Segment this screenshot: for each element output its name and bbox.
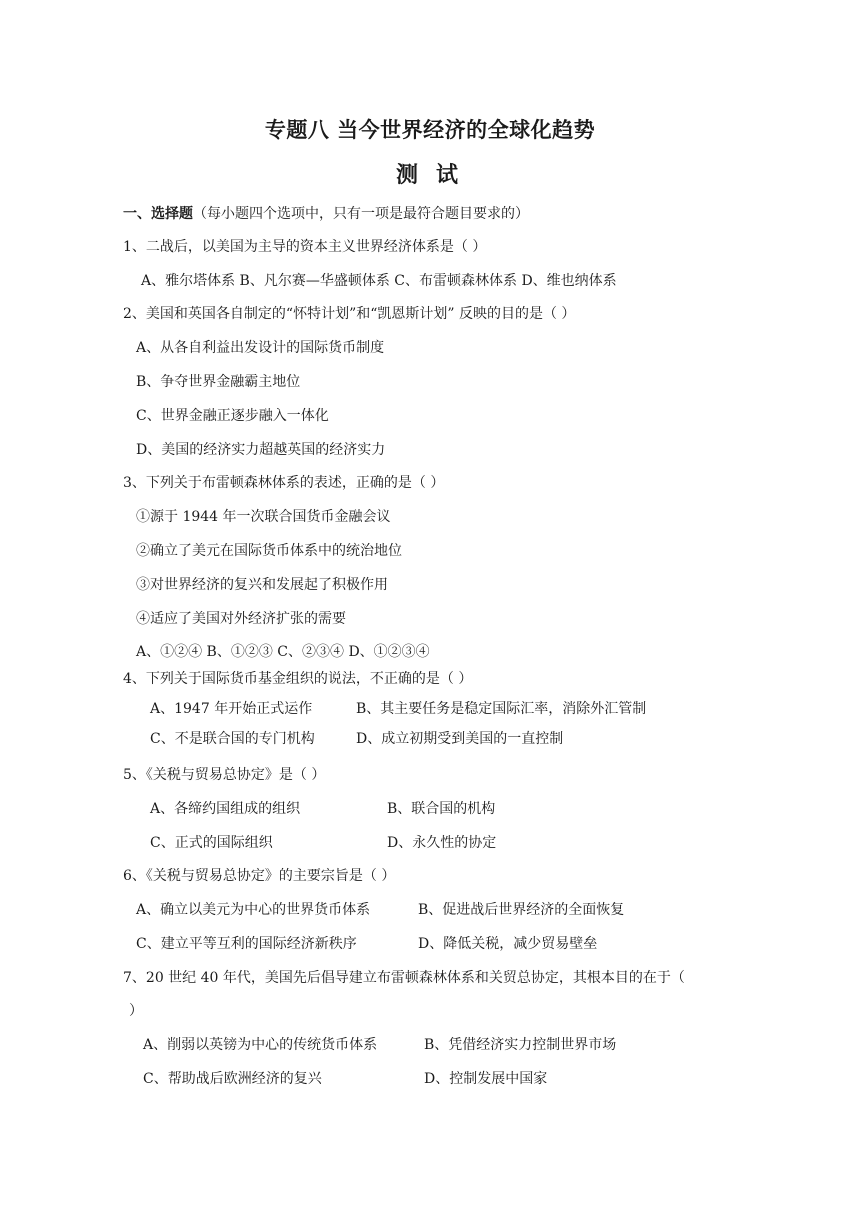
section-title: 一、选择题 bbox=[123, 206, 193, 222]
question-3-stem: 3、下列关于布雷顿森林体系的表述，正确的是（ ） bbox=[123, 475, 445, 491]
question-3-options: A、①②④ B、①②③ C、②③④ D、①②③④ bbox=[136, 644, 430, 660]
question-6-option-b: B、促进战后世界经济的全面恢复 bbox=[418, 902, 625, 918]
question-4-option-d: D、成立初期受到美国的一直控制 bbox=[356, 731, 564, 747]
question-1-options: A、雅尔塔体系 B、凡尔赛—华盛顿体系 C、布雷顿森林体系 D、维也纳体系 bbox=[141, 273, 617, 289]
question-5-option-a: A、各缔约国组成的组织 bbox=[150, 801, 301, 817]
question-4-option-b: B、其主要任务是稳定国际汇率，消除外汇管制 bbox=[356, 701, 647, 717]
question-3-statement-3: ③对世界经济的复兴和发展起了积极作用 bbox=[136, 577, 388, 593]
question-4-option-a: A、1947 年开始正式运作 bbox=[150, 701, 313, 717]
question-4-stem: 4、下列关于国际货币基金组织的说法，不正确的是（ ） bbox=[123, 671, 473, 687]
question-7-option-a: A、削弱以英镑为中心的传统货币体系 bbox=[143, 1037, 378, 1053]
question-2-stem: 2、美国和英国各自制定的“怀特计划”和“凯恩斯计划” 反映的目的是（ ） bbox=[123, 306, 576, 322]
section-instruction: （每小题四个选项中，只有一项是最符合题目要求的） bbox=[193, 206, 529, 222]
question-6-option-a: A、确立以美元为中心的世界货币体系 bbox=[136, 902, 371, 918]
question-6-option-c: C、建立平等互利的国际经济新秩序 bbox=[136, 936, 357, 952]
question-4-option-c: C、不是联合国的专门机构 bbox=[150, 731, 315, 747]
question-7-stem-continued: ） bbox=[129, 1003, 143, 1019]
question-1-stem: 1、二战后，以美国为主导的资本主义世界经济体系是（ ） bbox=[123, 239, 487, 255]
question-7-option-b: B、凭借经济实力控制世界市场 bbox=[424, 1037, 617, 1053]
document-title: 专题八 当今世界经济的全球化趋势 bbox=[264, 118, 596, 142]
question-2-option-d: D、美国的经济实力超越英国的经济实力 bbox=[136, 442, 386, 458]
question-7-option-c: C、帮助战后欧洲经济的复兴 bbox=[143, 1071, 322, 1087]
question-6-option-d: D、降低关税，减少贸易壁垒 bbox=[418, 936, 598, 952]
document-subtitle: 测试 bbox=[395, 163, 476, 188]
question-3-statement-1: ①源于 1944 年一次联合国货币金融会议 bbox=[136, 509, 391, 525]
question-5-option-c: C、正式的国际组织 bbox=[150, 835, 273, 851]
question-5-option-b: B、联合国的机构 bbox=[387, 801, 496, 817]
question-2-option-b: B、争夺世界金融霸主地位 bbox=[136, 374, 301, 390]
question-5-stem: 5、《关税与贸易总协定》是（ ） bbox=[123, 767, 326, 783]
question-2-option-a: A、从各自利益出发设计的国际货币制度 bbox=[136, 340, 385, 356]
section-heading bbox=[123, 205, 529, 223]
question-3-statement-4: ④适应了美国对外经济扩张的需要 bbox=[136, 611, 346, 627]
question-2-option-c: C、世界金融正逐步融入一体化 bbox=[136, 408, 329, 424]
question-7-option-d: D、控制发展中国家 bbox=[424, 1071, 548, 1087]
question-7-stem: 7、20 世纪 40 年代，美国先后倡导建立布雷顿森林体系和关贸总协定，其根本目的在于（ bbox=[123, 970, 685, 986]
question-6-stem: 6、《关税与贸易总协定》的主要宗旨是（ ） bbox=[123, 868, 396, 884]
question-5-option-d: D、永久性的协定 bbox=[387, 835, 497, 851]
question-3-statement-2: ②确立了美元在国际货币体系中的统治地位 bbox=[136, 543, 402, 559]
